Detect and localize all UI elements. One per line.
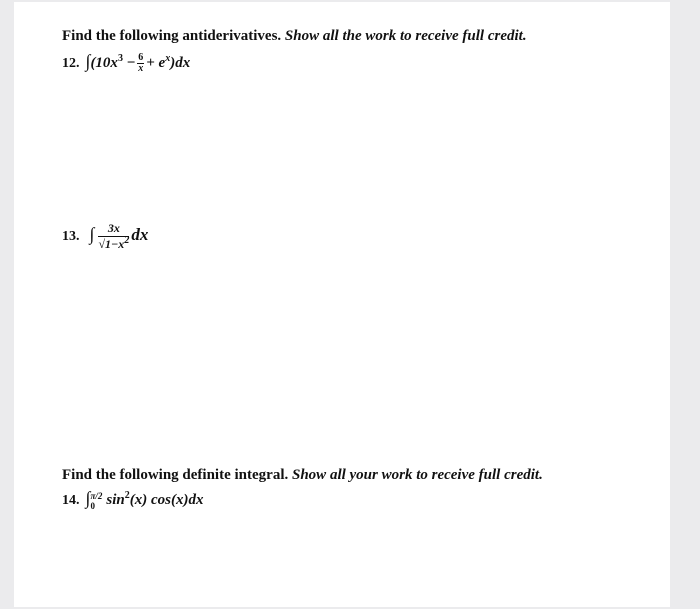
problem-14-number: 14. xyxy=(62,493,80,508)
problem-13-differential: dx xyxy=(131,224,149,244)
worksheet-page xyxy=(14,2,670,607)
integral-sign: ∫ xyxy=(85,488,91,508)
problem-12-close: )dx xyxy=(170,55,191,71)
problem-13-radicand xyxy=(105,236,129,251)
integral-sign: ∫ xyxy=(89,223,95,244)
problem-12-exponent: 3 xyxy=(117,53,123,64)
problem-14-limits xyxy=(90,491,102,511)
problem-13-radicand-exponent: 2 xyxy=(124,235,130,246)
problem-13-number: 13. xyxy=(62,228,80,244)
problem-12-plus-e: + e xyxy=(146,55,166,71)
problem-12-open: (10x xyxy=(90,55,118,71)
problem-14 xyxy=(62,488,203,511)
square-root-icon: √ xyxy=(98,237,106,251)
problem-13 xyxy=(62,222,148,251)
problem-12-fraction-denominator: x xyxy=(138,63,144,75)
problem-14-upper-limit: π/2 xyxy=(90,490,103,501)
problem-13-denominator xyxy=(98,237,129,251)
problem-13-fraction xyxy=(98,222,129,251)
integral-sign: ∫ xyxy=(85,51,91,71)
antiderivatives-heading-instruction: Show all the work to receive full credit. xyxy=(284,28,527,44)
antiderivatives-heading xyxy=(62,28,527,45)
problem-14-sin: sin xyxy=(106,492,125,508)
problem-12-e-exponent: x xyxy=(165,53,171,64)
problem-12 xyxy=(62,51,190,74)
problem-12-fraction xyxy=(137,53,144,74)
definite-integral-heading-instruction: Show all your work to receive full credit. xyxy=(292,467,543,483)
problem-13-radicand-text: 1−x xyxy=(105,237,125,251)
definite-integral-heading xyxy=(62,467,543,484)
problem-12-fraction-numerator: 6 xyxy=(138,52,144,64)
problem-12-number: 12. xyxy=(62,56,80,71)
problem-14-rest: (x) cos(x)dx xyxy=(129,492,204,508)
problem-14-sin-exponent: 2 xyxy=(124,490,130,501)
problem-12-minus: − xyxy=(122,55,136,71)
problem-14-lower-limit: 0 xyxy=(90,500,95,511)
definite-integral-heading-lead: Find the following definite integral. xyxy=(62,467,289,483)
problem-13-numerator: 3x xyxy=(98,222,129,237)
antiderivatives-heading-lead: Find the following antiderivatives. xyxy=(62,28,282,44)
